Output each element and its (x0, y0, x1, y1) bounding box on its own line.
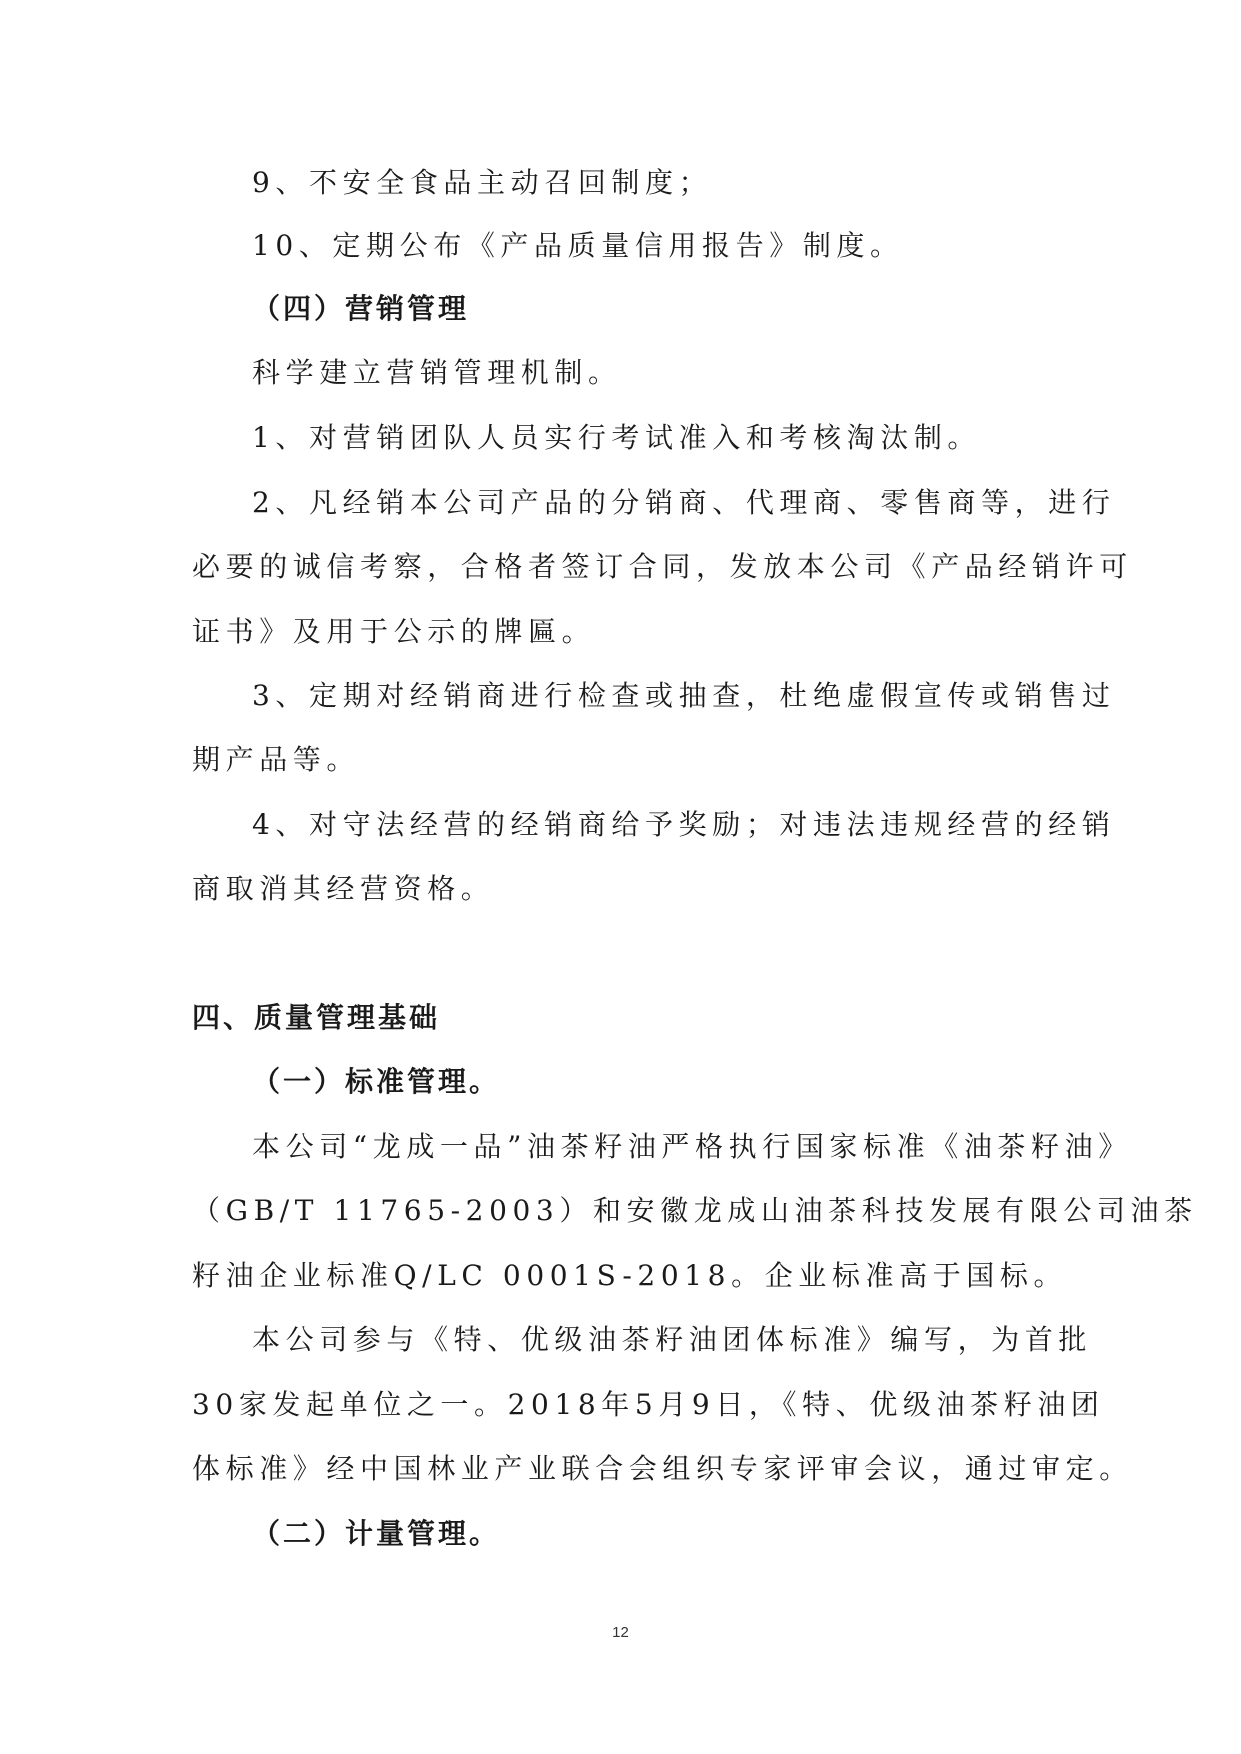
page-number: 12 (612, 1624, 629, 1641)
paragraph-marketing-item-2-line-3: 证书》及用于公示的牌匾。 (192, 615, 596, 648)
paragraph-marketing-intro: 科学建立营销管理机制。 (252, 356, 622, 389)
paragraph-marketing-item-4-line-1: 4、对守法经营的经销商给予奖励；对违法违规经营的经销 (252, 808, 1116, 841)
paragraph-group-standard-line-1: 本公司参与《特、优级油茶籽油团体标准》编写，为首批 (252, 1323, 1093, 1356)
paragraph-standards-line-3: 籽油企业标准Q/LC 0001S-2018。企业标准高于国标。 (192, 1259, 1068, 1292)
paragraph-item-10: 10、定期公布《产品质量信用报告》制度。 (252, 229, 904, 262)
paragraph-standards-line-2: （GB/T 11765-2003）和安徽龙成山油茶科技发展有限公司油茶 (192, 1194, 1198, 1227)
section-heading-standards: （一）标准管理。 (252, 1065, 501, 1098)
section-heading-marketing: （四）营销管理 (252, 292, 470, 325)
paragraph-group-standard-line-2: 30家发起单位之一。2018年5月9日，《特、优级油茶籽油团 (192, 1388, 1105, 1421)
paragraph-marketing-item-3-line-1: 3、定期对经销商进行检查或抽查，杜绝虚假宣传或销售过 (252, 679, 1116, 712)
paragraph-marketing-item-2-line-1: 2、凡经销本公司产品的分销商、代理商、零售商等，进行 (252, 486, 1116, 519)
section-heading-metrology: （二）计量管理。 (252, 1517, 501, 1550)
chapter-heading-quality-foundation: 四、质量管理基础 (192, 1001, 441, 1034)
paragraph-marketing-item-2-line-2: 必要的诚信考察，合格者签订合同，发放本公司《产品经销许可 (192, 550, 1133, 583)
paragraph-standards-line-1: 本公司“龙成一品”油茶籽油严格执行国家标准《油茶籽油》 (252, 1130, 1132, 1163)
paragraph-marketing-item-1: 1、对营销团队人员实行考试准入和考核淘汰制。 (252, 421, 982, 454)
paragraph-item-9: 9、不安全食品主动召回制度； (252, 166, 713, 199)
paragraph-marketing-item-4-line-2: 商取消其经营资格。 (192, 872, 495, 905)
paragraph-group-standard-line-3: 体标准》经中国林业产业联合会组织专家评审会议，通过审定。 (192, 1452, 1133, 1485)
paragraph-marketing-item-3-line-2: 期产品等。 (192, 743, 361, 776)
